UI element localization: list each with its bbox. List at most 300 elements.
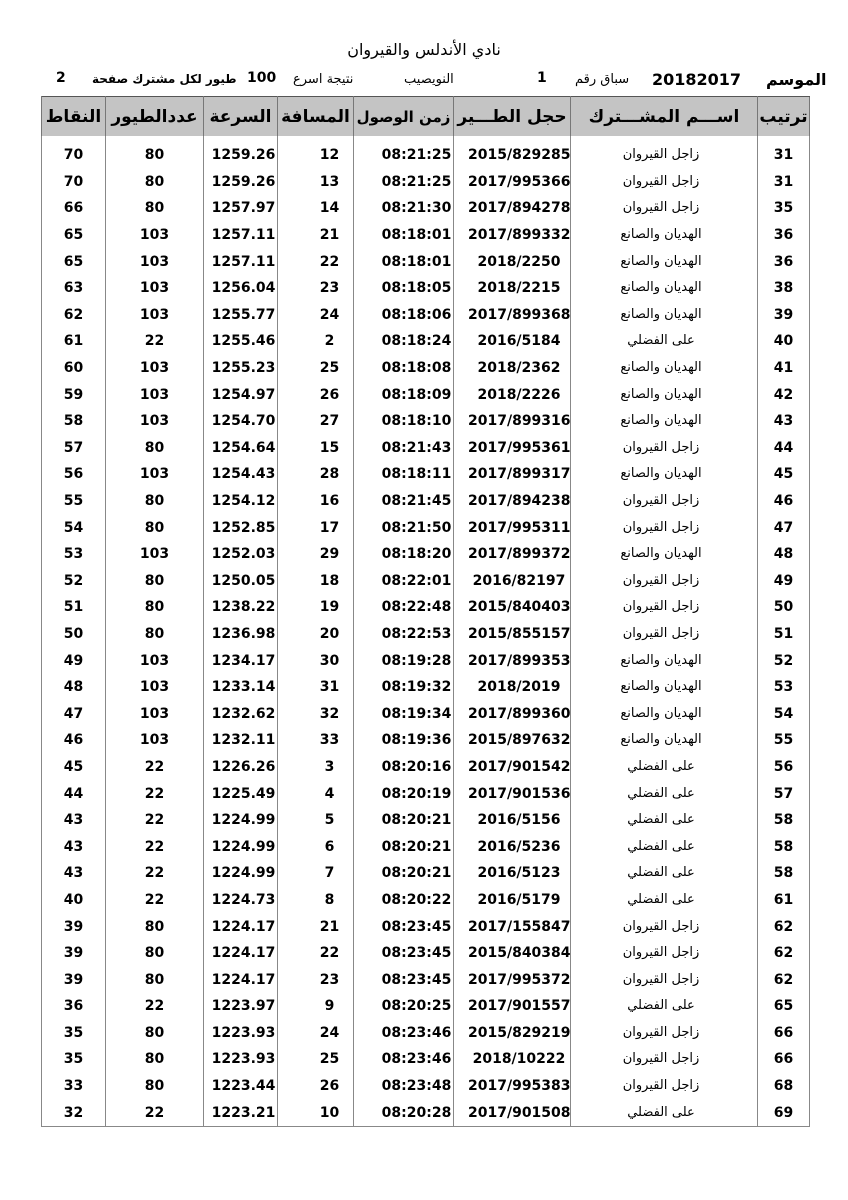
- time-cell: 08:21:50: [354, 514, 454, 541]
- table-row: [42, 142, 810, 169]
- time-cell: 08:20:21: [354, 833, 454, 860]
- name-cell: زاجل القيروان: [571, 142, 758, 169]
- birds-cell: 103: [106, 381, 204, 408]
- distance-cell: 7: [278, 860, 354, 887]
- table-row: [42, 754, 810, 781]
- points-cell: 43: [42, 860, 106, 887]
- rank-cell: 58: [758, 860, 810, 887]
- speed-cell: 1226.26: [204, 754, 278, 781]
- time-cell: 08:20:28: [354, 1099, 454, 1126]
- distance-cell: 5: [278, 807, 354, 834]
- location: النويصيب: [404, 72, 454, 87]
- rank-cell: 66: [758, 1046, 810, 1073]
- birds-cell: 103: [106, 674, 204, 701]
- rank-cell: 49: [758, 568, 810, 595]
- birds-cell: 103: [106, 222, 204, 249]
- ring-cell: 2018/2362: [454, 355, 571, 382]
- rank-cell: 65: [758, 993, 810, 1020]
- time-cell: 08:20:16: [354, 754, 454, 781]
- name-cell: الهديان والصانع: [571, 700, 758, 727]
- points-cell: 55: [42, 488, 106, 515]
- speed-cell: 1259.26: [204, 142, 278, 169]
- distance-cell: 29: [278, 541, 354, 568]
- distance-cell: 17: [278, 514, 354, 541]
- distance-cell: 19: [278, 594, 354, 621]
- birds-cell: 22: [106, 807, 204, 834]
- table-row: [42, 275, 810, 302]
- table-row: [42, 807, 810, 834]
- rank-cell: 51: [758, 621, 810, 648]
- table-row: [42, 1046, 810, 1073]
- distance-cell: 10: [278, 1099, 354, 1126]
- birds-cell: 103: [106, 541, 204, 568]
- ring-cell: 2015/840403: [454, 594, 571, 621]
- distance-cell: 3: [278, 754, 354, 781]
- birds-cell: 103: [106, 408, 204, 435]
- col-time-header: زمن الوصول: [354, 97, 454, 137]
- rank-cell: 40: [758, 328, 810, 355]
- ring-cell: 2015/829285: [454, 142, 571, 169]
- distance-cell: 16: [278, 488, 354, 515]
- distance-cell: 32: [278, 700, 354, 727]
- speed-cell: 1254.12: [204, 488, 278, 515]
- table-row: [42, 1020, 810, 1047]
- race-value: 1: [537, 70, 547, 86]
- rank-cell: 31: [758, 142, 810, 169]
- distance-cell: 14: [278, 195, 354, 222]
- speed-cell: 1252.85: [204, 514, 278, 541]
- points-cell: 63: [42, 275, 106, 302]
- birds-cell: 103: [106, 248, 204, 275]
- points-cell: 36: [42, 993, 106, 1020]
- table-row: [42, 860, 810, 887]
- table-row: [42, 302, 810, 329]
- birds-cell: 22: [106, 754, 204, 781]
- table-row: [42, 700, 810, 727]
- speed-cell: 1254.43: [204, 461, 278, 488]
- rank-cell: 58: [758, 833, 810, 860]
- page-number: 2: [56, 70, 66, 86]
- distance-cell: 31: [278, 674, 354, 701]
- speed-cell: 1224.99: [204, 833, 278, 860]
- result-label: نتيجة اسرع: [293, 72, 354, 87]
- distance-cell: 15: [278, 435, 354, 462]
- name-cell: زاجل القيروان: [571, 488, 758, 515]
- ring-cell: 2018/2226: [454, 381, 571, 408]
- table-row: [42, 993, 810, 1020]
- col-points-header: النقاط: [42, 97, 106, 137]
- speed-cell: 1255.77: [204, 302, 278, 329]
- distance-cell: 28: [278, 461, 354, 488]
- ring-cell: 2016/5123: [454, 860, 571, 887]
- rank-cell: 58: [758, 807, 810, 834]
- name-cell: على الفضلي: [571, 887, 758, 914]
- points-cell: 65: [42, 222, 106, 249]
- rank-cell: 36: [758, 248, 810, 275]
- points-cell: 39: [42, 913, 106, 940]
- name-cell: زاجل القيروان: [571, 940, 758, 967]
- name-cell: زاجل القيروان: [571, 169, 758, 196]
- birds-cell: 103: [106, 727, 204, 754]
- ring-cell: 2017/901508: [454, 1099, 571, 1126]
- rank-cell: 52: [758, 647, 810, 674]
- time-cell: 08:23:45: [354, 940, 454, 967]
- speed-cell: 1257.97: [204, 195, 278, 222]
- ring-cell: 2015/829219: [454, 1020, 571, 1047]
- speed-cell: 1232.62: [204, 700, 278, 727]
- ring-cell: 2016/5236: [454, 833, 571, 860]
- rank-cell: 31: [758, 169, 810, 196]
- points-cell: 46: [42, 727, 106, 754]
- ring-cell: 2016/5184: [454, 328, 571, 355]
- distance-cell: 24: [278, 302, 354, 329]
- rank-cell: 45: [758, 461, 810, 488]
- rank-cell: 35: [758, 195, 810, 222]
- distance-cell: 24: [278, 1020, 354, 1047]
- birds-cell: 80: [106, 621, 204, 648]
- speed-cell: 1224.99: [204, 807, 278, 834]
- rank-cell: 55: [758, 727, 810, 754]
- time-cell: 08:21:43: [354, 435, 454, 462]
- points-cell: 65: [42, 248, 106, 275]
- table-row: [42, 674, 810, 701]
- points-cell: 70: [42, 142, 106, 169]
- name-cell: زاجل القيروان: [571, 913, 758, 940]
- ring-cell: 2017/899317: [454, 461, 571, 488]
- points-cell: 57: [42, 435, 106, 462]
- points-cell: 47: [42, 700, 106, 727]
- time-cell: 08:18:10: [354, 408, 454, 435]
- table-row: [42, 1099, 810, 1126]
- table-row: [42, 621, 810, 648]
- birds-cell: 80: [106, 1020, 204, 1047]
- birds-cell: 103: [106, 302, 204, 329]
- ring-cell: 2017/894278: [454, 195, 571, 222]
- ring-cell: 2016/82197: [454, 568, 571, 595]
- ring-cell: 2017/995372: [454, 966, 571, 993]
- birds-cell: 80: [106, 1046, 204, 1073]
- name-cell: زاجل القيروان: [571, 435, 758, 462]
- time-cell: 08:20:19: [354, 780, 454, 807]
- birds-cell: 22: [106, 993, 204, 1020]
- name-cell: زاجل القيروان: [571, 966, 758, 993]
- speed-cell: 1254.70: [204, 408, 278, 435]
- distance-cell: 6: [278, 833, 354, 860]
- points-cell: 40: [42, 887, 106, 914]
- name-cell: زاجل القيروان: [571, 1073, 758, 1100]
- rank-cell: 48: [758, 541, 810, 568]
- col-ring-header: حجل الطـــير: [454, 97, 571, 137]
- ring-cell: 2017/899360: [454, 700, 571, 727]
- time-cell: 08:18:08: [354, 355, 454, 382]
- speed-cell: 1257.11: [204, 222, 278, 249]
- birds-cell: 80: [106, 940, 204, 967]
- speed-cell: 1256.04: [204, 275, 278, 302]
- distance-cell: 26: [278, 1073, 354, 1100]
- club-title: نادي الأندلس والقيروان: [347, 40, 501, 59]
- points-cell: 35: [42, 1046, 106, 1073]
- time-cell: 08:23:46: [354, 1020, 454, 1047]
- birds-cell: 80: [106, 913, 204, 940]
- ring-cell: 2017/901536: [454, 780, 571, 807]
- birds-cell: 80: [106, 195, 204, 222]
- name-cell: الهديان والصانع: [571, 381, 758, 408]
- table-row: [42, 940, 810, 967]
- ring-cell: 2017/899353: [454, 647, 571, 674]
- ring-cell: 2018/2250: [454, 248, 571, 275]
- time-cell: 08:23:46: [354, 1046, 454, 1073]
- time-cell: 08:20:21: [354, 807, 454, 834]
- ring-cell: 2015/855157: [454, 621, 571, 648]
- table-header-row: [42, 97, 810, 137]
- time-cell: 08:21:30: [354, 195, 454, 222]
- time-cell: 08:23:48: [354, 1073, 454, 1100]
- name-cell: زاجل القيروان: [571, 594, 758, 621]
- birds-cell: 80: [106, 488, 204, 515]
- points-cell: 56: [42, 461, 106, 488]
- points-cell: 50: [42, 621, 106, 648]
- ring-cell: 2017/995361: [454, 435, 571, 462]
- name-cell: زاجل القيروان: [571, 1046, 758, 1073]
- points-cell: 62: [42, 302, 106, 329]
- speed-cell: 1254.97: [204, 381, 278, 408]
- name-cell: الهديان والصانع: [571, 647, 758, 674]
- birds-cell: 22: [106, 328, 204, 355]
- time-cell: 08:18:05: [354, 275, 454, 302]
- name-cell: الهديان والصانع: [571, 674, 758, 701]
- ring-cell: 2017/899372: [454, 541, 571, 568]
- speed-cell: 1238.22: [204, 594, 278, 621]
- distance-cell: 2: [278, 328, 354, 355]
- rank-cell: 42: [758, 381, 810, 408]
- points-cell: 53: [42, 541, 106, 568]
- name-cell: زاجل القيروان: [571, 195, 758, 222]
- speed-cell: 1224.99: [204, 860, 278, 887]
- table-row: [42, 647, 810, 674]
- table-row: [42, 966, 810, 993]
- birds-cell: 103: [106, 700, 204, 727]
- table-row: [42, 913, 810, 940]
- ring-cell: 2018/2215: [454, 275, 571, 302]
- name-cell: على الفضلي: [571, 860, 758, 887]
- birds-cell: 80: [106, 1073, 204, 1100]
- speed-cell: 1234.17: [204, 647, 278, 674]
- rank-cell: 62: [758, 913, 810, 940]
- rank-cell: 39: [758, 302, 810, 329]
- name-cell: الهديان والصانع: [571, 275, 758, 302]
- table-row: [42, 328, 810, 355]
- ring-cell: 2017/894238: [454, 488, 571, 515]
- ring-cell: 2015/897632: [454, 727, 571, 754]
- time-cell: 08:20:22: [354, 887, 454, 914]
- speed-cell: 1259.26: [204, 169, 278, 196]
- points-cell: 49: [42, 647, 106, 674]
- points-cell: 45: [42, 754, 106, 781]
- table-row: [42, 169, 810, 196]
- birds-cell: 22: [106, 1099, 204, 1126]
- birds-cell: 103: [106, 355, 204, 382]
- table-row: [42, 833, 810, 860]
- time-cell: 08:21:25: [354, 169, 454, 196]
- distance-cell: 30: [278, 647, 354, 674]
- result-value: 100: [247, 70, 277, 86]
- distance-cell: 33: [278, 727, 354, 754]
- col-name-header: اســـم المشـــترك: [571, 97, 758, 137]
- name-cell: الهديان والصانع: [571, 541, 758, 568]
- time-cell: 08:19:36: [354, 727, 454, 754]
- time-cell: 08:22:48: [354, 594, 454, 621]
- name-cell: زاجل القيروان: [571, 621, 758, 648]
- results-table: [41, 96, 810, 1127]
- points-cell: 59: [42, 381, 106, 408]
- birds-cell: 80: [106, 966, 204, 993]
- table-row: [42, 248, 810, 275]
- distance-cell: 21: [278, 222, 354, 249]
- birds-cell: 22: [106, 860, 204, 887]
- points-cell: 52: [42, 568, 106, 595]
- birds-cell: 80: [106, 435, 204, 462]
- rank-cell: 54: [758, 700, 810, 727]
- birds-cell: 22: [106, 780, 204, 807]
- table-row: [42, 381, 810, 408]
- rank-cell: 56: [758, 754, 810, 781]
- points-cell: 54: [42, 514, 106, 541]
- time-cell: 08:18:11: [354, 461, 454, 488]
- points-cell: 32: [42, 1099, 106, 1126]
- name-cell: الهديان والصانع: [571, 355, 758, 382]
- birds-cell: 103: [106, 647, 204, 674]
- table-row: [42, 541, 810, 568]
- speed-cell: 1223.97: [204, 993, 278, 1020]
- col-birds-header: عددالطيور: [106, 97, 204, 137]
- speed-cell: 1257.11: [204, 248, 278, 275]
- race-label: سباق رقم: [575, 72, 630, 87]
- table-row: [42, 1073, 810, 1100]
- distance-cell: 22: [278, 248, 354, 275]
- rank-cell: 57: [758, 780, 810, 807]
- time-cell: 08:19:34: [354, 700, 454, 727]
- name-cell: الهديان والصانع: [571, 248, 758, 275]
- distance-cell: 25: [278, 1046, 354, 1073]
- name-cell: على الفضلي: [571, 1099, 758, 1126]
- rank-cell: 66: [758, 1020, 810, 1047]
- speed-cell: 1233.14: [204, 674, 278, 701]
- birds-cell: 80: [106, 169, 204, 196]
- table-row: [42, 488, 810, 515]
- distance-cell: 4: [278, 780, 354, 807]
- name-cell: الهديان والصانع: [571, 302, 758, 329]
- rank-cell: 38: [758, 275, 810, 302]
- name-cell: على الفضلي: [571, 993, 758, 1020]
- points-cell: 70: [42, 169, 106, 196]
- rank-cell: 62: [758, 966, 810, 993]
- name-cell: زاجل القيروان: [571, 514, 758, 541]
- time-cell: 08:18:01: [354, 248, 454, 275]
- speed-cell: 1236.98: [204, 621, 278, 648]
- table-row: [42, 594, 810, 621]
- speed-cell: 1223.44: [204, 1073, 278, 1100]
- distance-cell: 8: [278, 887, 354, 914]
- distance-cell: 18: [278, 568, 354, 595]
- points-cell: 48: [42, 674, 106, 701]
- birds-cell: 103: [106, 275, 204, 302]
- distance-cell: 23: [278, 966, 354, 993]
- distance-cell: 20: [278, 621, 354, 648]
- points-cell: 61: [42, 328, 106, 355]
- ring-cell: 2018/2019: [454, 674, 571, 701]
- time-cell: 08:20:21: [354, 860, 454, 887]
- distance-cell: 25: [278, 355, 354, 382]
- birds-cell: 80: [106, 568, 204, 595]
- time-cell: 08:22:53: [354, 621, 454, 648]
- name-cell: على الفضلي: [571, 833, 758, 860]
- time-cell: 08:19:32: [354, 674, 454, 701]
- ring-cell: 2017/901542: [454, 754, 571, 781]
- points-cell: 44: [42, 780, 106, 807]
- name-cell: الهديان والصانع: [571, 408, 758, 435]
- table-row: [42, 461, 810, 488]
- time-cell: 08:18:24: [354, 328, 454, 355]
- points-cell: 43: [42, 807, 106, 834]
- per-member-label: طيور لكل مشترك صفحة: [92, 72, 237, 86]
- rank-cell: 50: [758, 594, 810, 621]
- ring-cell: 2017/901557: [454, 993, 571, 1020]
- name-cell: الهديان والصانع: [571, 461, 758, 488]
- ring-cell: 2017/995366: [454, 169, 571, 196]
- time-cell: 08:18:06: [354, 302, 454, 329]
- speed-cell: 1254.64: [204, 435, 278, 462]
- points-cell: 35: [42, 1020, 106, 1047]
- distance-cell: 12: [278, 142, 354, 169]
- ring-cell: 2017/995311: [454, 514, 571, 541]
- rank-cell: 44: [758, 435, 810, 462]
- distance-cell: 22: [278, 940, 354, 967]
- col-distance-header: المسافة: [278, 97, 354, 137]
- rank-cell: 41: [758, 355, 810, 382]
- table-row: [42, 780, 810, 807]
- points-cell: 60: [42, 355, 106, 382]
- speed-cell: 1255.23: [204, 355, 278, 382]
- table-row: [42, 887, 810, 914]
- speed-cell: 1223.93: [204, 1046, 278, 1073]
- rank-cell: 68: [758, 1073, 810, 1100]
- name-cell: الهديان والصانع: [571, 222, 758, 249]
- points-cell: 51: [42, 594, 106, 621]
- birds-cell: 22: [106, 887, 204, 914]
- distance-cell: 13: [278, 169, 354, 196]
- time-cell: 08:22:01: [354, 568, 454, 595]
- points-cell: 39: [42, 940, 106, 967]
- ring-cell: 2018/10222: [454, 1046, 571, 1073]
- ring-cell: 2015/840384: [454, 940, 571, 967]
- table-row: [42, 568, 810, 595]
- rank-cell: 47: [758, 514, 810, 541]
- time-cell: 08:18:09: [354, 381, 454, 408]
- name-cell: على الفضلي: [571, 754, 758, 781]
- ring-cell: 2016/5156: [454, 807, 571, 834]
- speed-cell: 1224.73: [204, 887, 278, 914]
- time-cell: 08:21:45: [354, 488, 454, 515]
- birds-cell: 103: [106, 461, 204, 488]
- points-cell: 58: [42, 408, 106, 435]
- name-cell: على الفضلي: [571, 807, 758, 834]
- speed-cell: 1252.03: [204, 541, 278, 568]
- speed-cell: 1225.49: [204, 780, 278, 807]
- distance-cell: 26: [278, 381, 354, 408]
- rank-cell: 46: [758, 488, 810, 515]
- rank-cell: 43: [758, 408, 810, 435]
- name-cell: على الفضلي: [571, 328, 758, 355]
